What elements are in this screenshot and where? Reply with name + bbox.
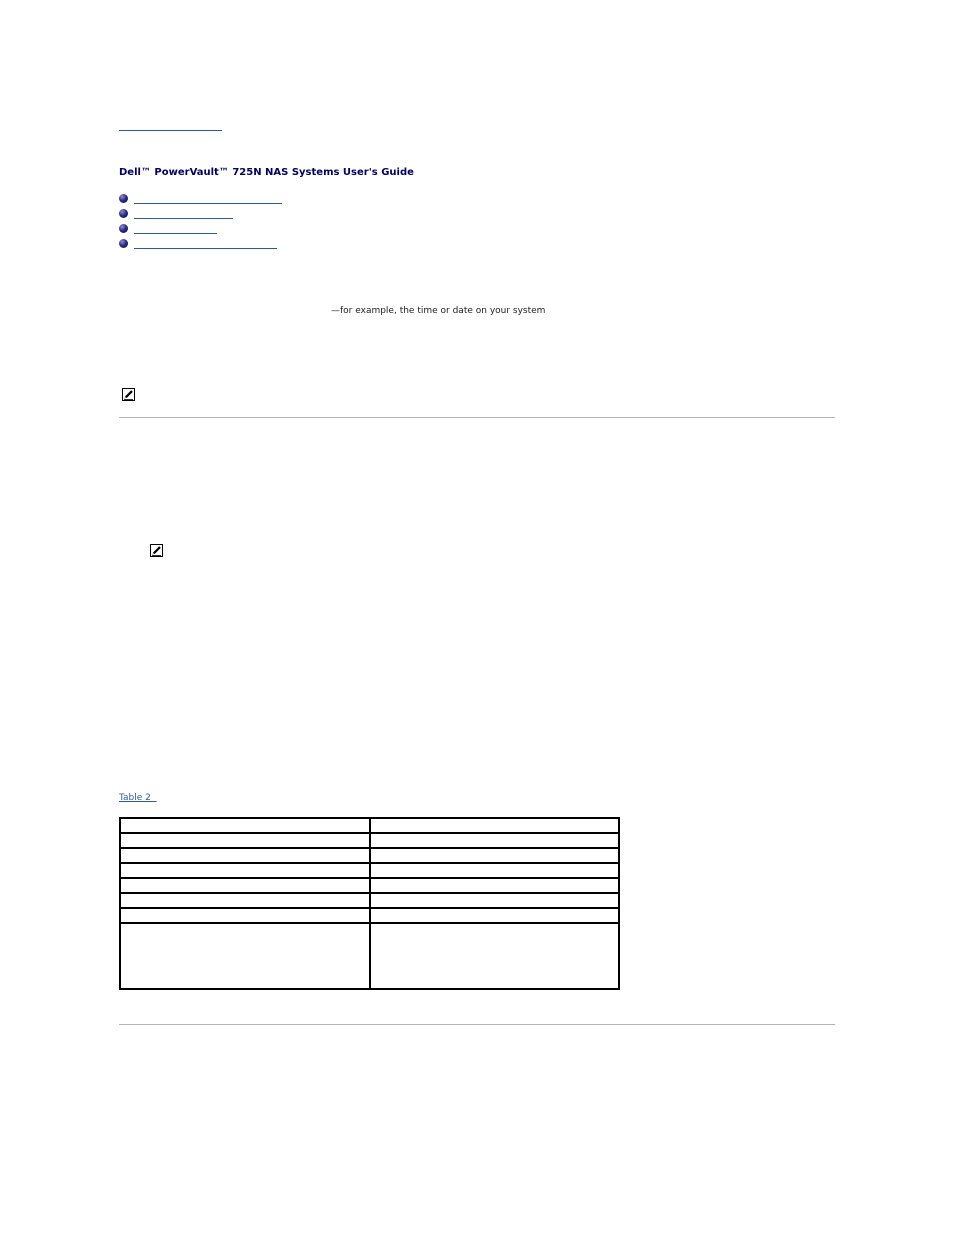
bullet-icon [119, 224, 128, 233]
spec-table [119, 817, 620, 990]
section-divider [119, 417, 835, 418]
table-row [120, 848, 619, 863]
table-caption-link[interactable]: Table 2 [119, 793, 157, 803]
toc-item-3[interactable] [119, 224, 224, 236]
back-to-contents-link[interactable] [119, 130, 222, 131]
table-row [120, 863, 619, 878]
table-cell [370, 893, 620, 908]
bullet-icon [119, 209, 128, 218]
toc-item-1[interactable] [119, 194, 289, 206]
table-row [120, 878, 619, 893]
table-cell [370, 923, 620, 989]
table-row [120, 923, 619, 989]
table-row [120, 833, 619, 848]
toc-link-2[interactable] [134, 218, 233, 219]
table-row [120, 893, 619, 908]
table-row [120, 818, 619, 833]
note-icon [122, 388, 135, 401]
table-cell [120, 923, 370, 989]
table-cell [120, 818, 370, 833]
table-cell [120, 893, 370, 908]
table-cell [370, 863, 620, 878]
note-icon [150, 544, 163, 557]
table-cell [120, 833, 370, 848]
toc-link-3[interactable] [134, 233, 217, 234]
table-cell [370, 908, 620, 923]
table-cell [120, 848, 370, 863]
bullet-icon [119, 194, 128, 203]
table-row [120, 908, 619, 923]
toc-item-2[interactable] [119, 209, 239, 221]
table-cell [120, 878, 370, 893]
example-text-fragment: —for example, the time or date on your system [331, 306, 546, 316]
table-cell [370, 833, 620, 848]
toc-link-1[interactable] [134, 203, 282, 204]
table-cell [370, 878, 620, 893]
toc-item-4[interactable] [119, 239, 284, 251]
guide-title: Dell™ PowerVault™ 725N NAS Systems User's Guide [119, 167, 414, 178]
table-cell [120, 863, 370, 878]
bullet-icon [119, 239, 128, 248]
table-cell [370, 818, 620, 833]
table-cell [120, 908, 370, 923]
section-divider [119, 1024, 835, 1025]
table-cell [370, 848, 620, 863]
toc-link-4[interactable] [134, 248, 277, 249]
